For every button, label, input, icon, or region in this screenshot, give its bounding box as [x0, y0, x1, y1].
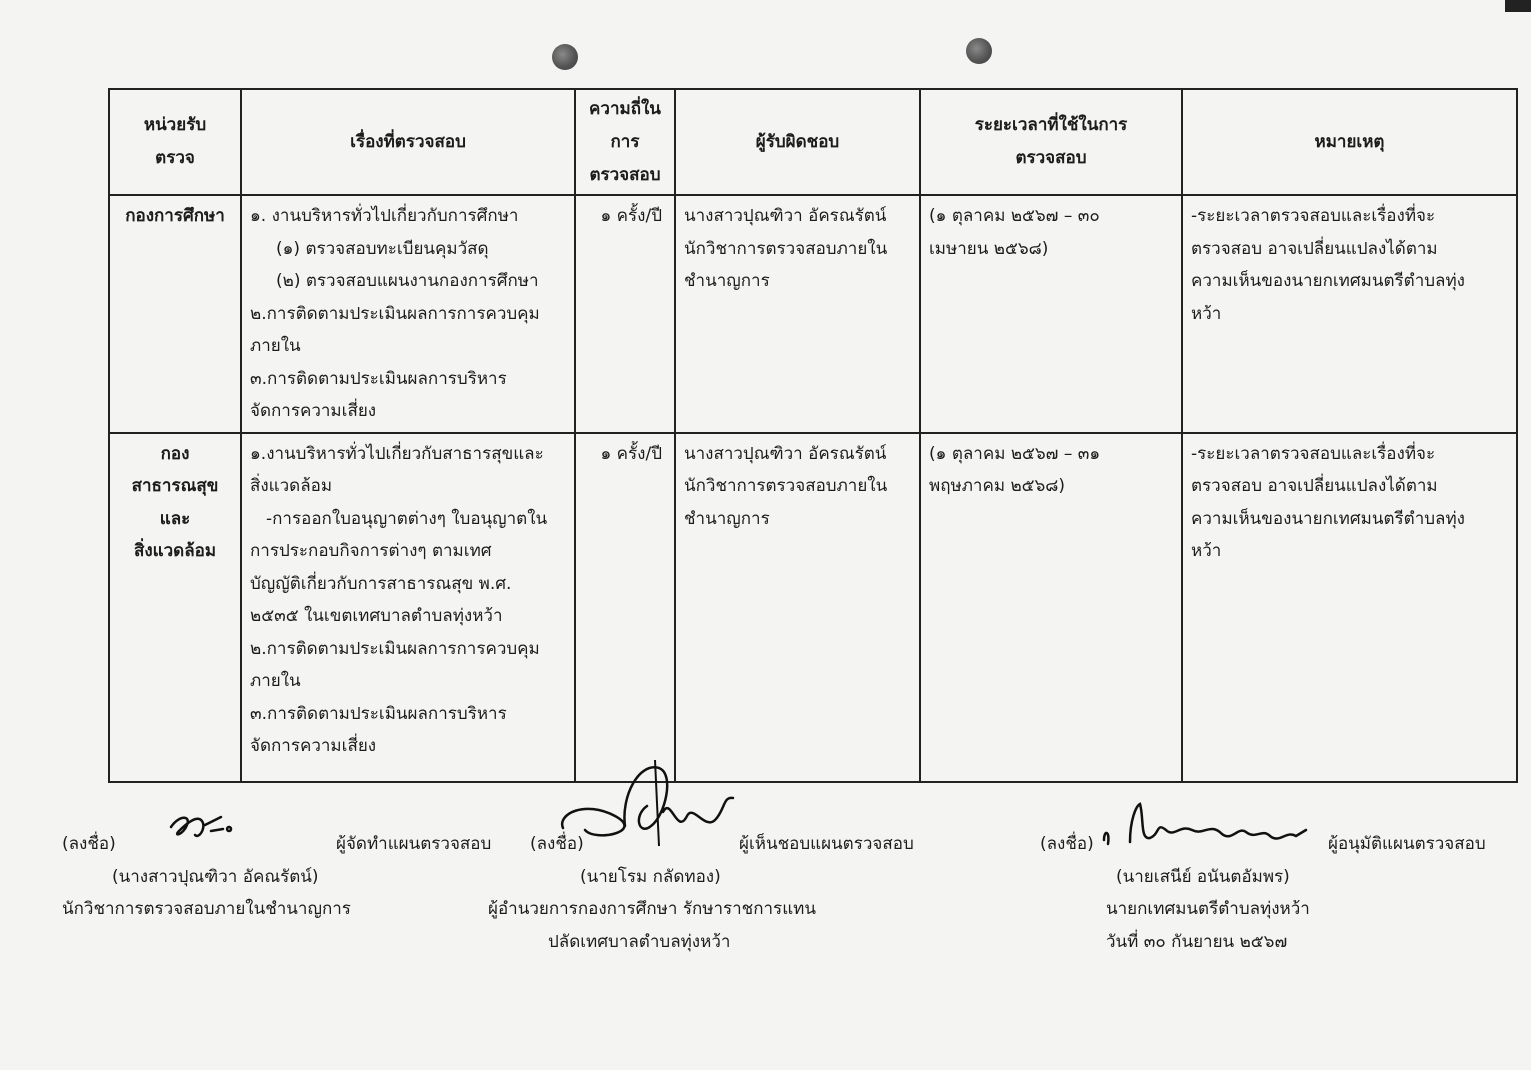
header-period: ระยะเวลาที่ใช้ในการ ตรวจสอบ [920, 89, 1182, 195]
signature-prefix: (ลงชื่อ) [1040, 834, 1094, 854]
signature-approver-mark [1100, 800, 1315, 855]
cell-remarks: -ระยะเวลาตรวจสอบและเรื่องที่จะ ตรวจสอบ อาจเปลี่ยนแปลงได้ตาม ความเห็นของนายกเทศมนตรีตำบลทุ่ง หว้า [1182, 433, 1517, 782]
reviewer-position-2: ปลัดเทศบาลตำบลทุ่งหว้า [548, 932, 731, 952]
audit-plan-table [108, 88, 1518, 783]
cell-period: (๑ ตุลาคม ๒๕๖๗ – ๓๐ เมษายน ๒๕๖๘) [920, 195, 1182, 433]
reviewer-role: ผู้เห็นชอบแผนตรวจสอบ [739, 834, 914, 854]
table-header-row [109, 89, 1517, 195]
header-unit: หน่วยรับ ตรวจ [109, 89, 241, 195]
header-frequency: ความถี่ใน การ ตรวจสอบ [575, 89, 675, 195]
signature-prefix: (ลงชื่อ) [530, 834, 584, 854]
preparer-role: ผู้จัดทำแผนตรวจสอบ [336, 834, 492, 854]
table-row [109, 433, 1517, 782]
punch-hole-right [966, 38, 992, 64]
cell-responsible: นางสาวปุณฑิวา อัครณรัตน์ นักวิชาการตรวจสอบภายใน ชำนาญการ [675, 433, 920, 782]
cell-unit: กองการศึกษา [109, 195, 241, 433]
punch-hole-left [552, 44, 578, 70]
signature-prefix: (ลงชื่อ) [62, 834, 116, 854]
cell-responsible: นางสาวปุณฑิวา อัครณรัตน์ นักวิชาการตรวจสอบภายใน ชำนาญการ [675, 195, 920, 433]
scan-corner-mark [1505, 0, 1531, 12]
cell-unit: กอง สาธารณสุข และ สิ่งแวดล้อม [109, 433, 241, 782]
approver-role: ผู้อนุมัติแผนตรวจสอบ [1328, 834, 1486, 854]
cell-remarks: -ระยะเวลาตรวจสอบและเรื่องที่จะ ตรวจสอบ อาจเปลี่ยนแปลงได้ตาม ความเห็นของนายกเทศมนตรีตำบลทุ่ง หว้า [1182, 195, 1517, 433]
approver-date: วันที่ ๓๐ กันยายน ๒๕๖๗ [1106, 932, 1288, 952]
header-remarks: หมายเหตุ [1182, 89, 1517, 195]
table-row [109, 195, 1517, 433]
cell-topic: ๑.งานบริหารทั่วไปเกี่ยวกับสาธารสุขและ สิ่งแวดล้อม -การออกใบอนุญาตต่างๆ ใบอนุญาตใน การประกอบกิจการต่างๆ ตามเทศ บัญญัติเกี่ยวกับการสาธารณสุข พ.ศ. ๒๕๓๕ ในเขตเทศบาลตำบลทุ่งหว้า ๒.การติดตามประเมินผลการการควบคุม ภายใน ๓.การติดตามประเมินผลการบริหาร จัดการความเสี่ยง [241, 433, 575, 782]
reviewer-name: (นายโรม กลัดทอง) [580, 867, 721, 887]
cell-topic: ๑. งานบริหารทั่วไปเกี่ยวกับการศึกษา (๑) ตรวจสอบทะเบียนคุมวัสดุ (๒) ตรวจสอบแผนงานกองการศึกษา ๒.การติดตามประเมินผลการการควบคุม ภายใน ๓.การติดตามประเมินผลการบริหาร จัดการความเสี่ยง [241, 195, 575, 433]
approver-position: นายกเทศมนตรีตำบลทุ่งหว้า [1106, 899, 1310, 919]
signature-preparer-mark [165, 805, 245, 850]
preparer-name: (นางสาวปุณฑิวา อัคณรัตน์) [112, 867, 319, 887]
cell-frequency: ๑ ครั้ง/ปี [575, 195, 675, 433]
cell-frequency: ๑ ครั้ง/ปี [575, 433, 675, 782]
approver-name: (นายเสนีย์ อนันตอัมพร) [1116, 867, 1290, 887]
cell-period: (๑ ตุลาคม ๒๕๖๗ – ๓๑ พฤษภาคม ๒๕๖๘) [920, 433, 1182, 782]
header-topic: เรื่องที่ตรวจสอบ [241, 89, 575, 195]
reviewer-position: ผู้อำนวยการกองการศึกษา รักษาราชการแทน [488, 899, 816, 919]
signature-reviewer-mark [555, 756, 745, 856]
header-responsible: ผู้รับผิดชอบ [675, 89, 920, 195]
preparer-position: นักวิชาการตรวจสอบภายในชำนาญการ [62, 899, 351, 919]
